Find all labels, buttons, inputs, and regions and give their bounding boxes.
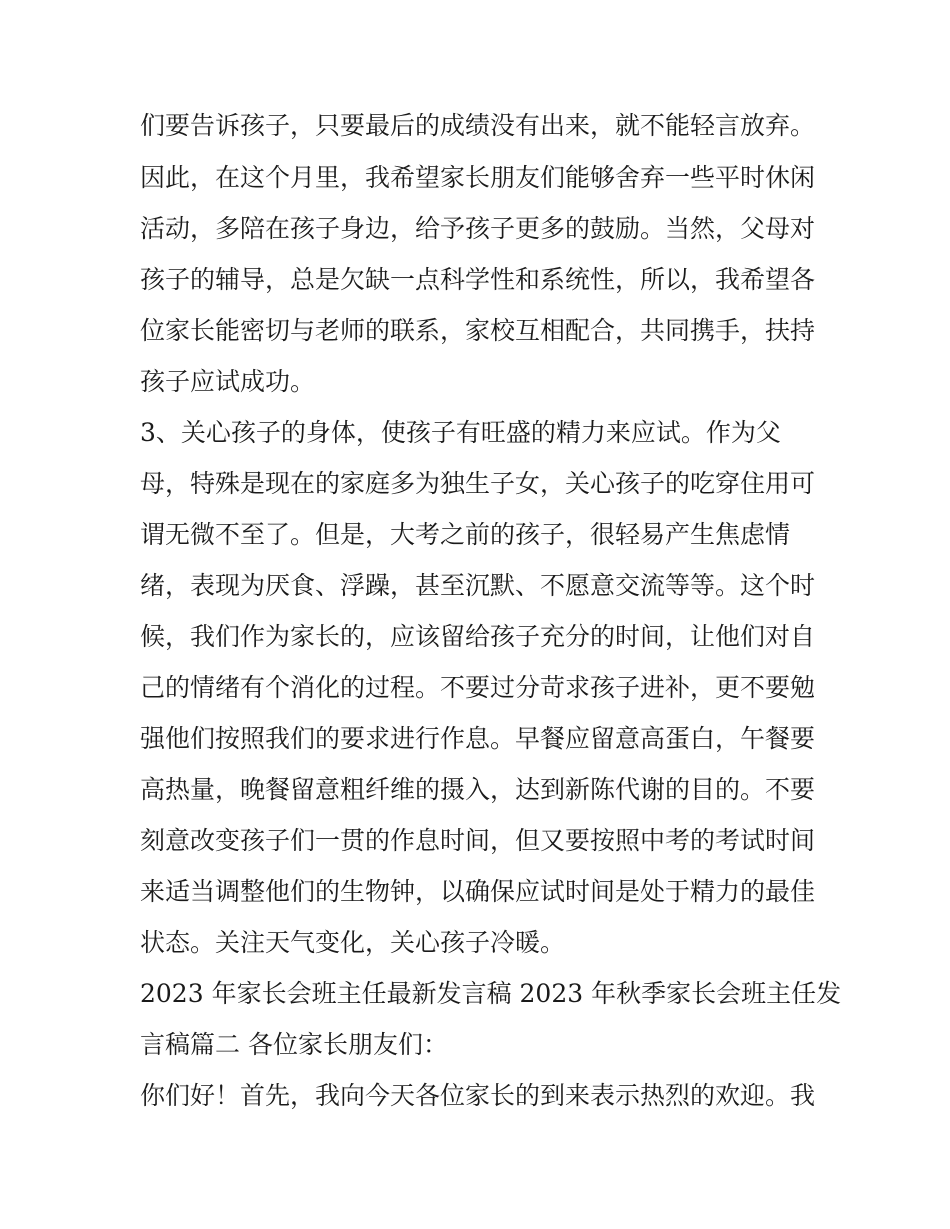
text-line: 孩子的辅导，总是欠缺一点科学性和系统性，所以，我希望各 bbox=[140, 265, 816, 294]
text-line: 活动，多陪在孩子身边，给予孩子更多的鼓励。当然，父母对 bbox=[140, 214, 816, 243]
text-line: 绪，表现为厌食、浮躁，甚至沉默、不愿意交流等等。这个时 bbox=[140, 571, 816, 600]
text-line: 谓无微不至了。但是，大考之前的孩子，很轻易产生焦虑情 bbox=[140, 520, 791, 549]
text-line: 3、关心孩子的身体，使孩子有旺盛的精力来应试。作为父 bbox=[140, 418, 781, 447]
text-line: 来适当调整他们的生物钟，以确保应试时间是处于精力的最佳 bbox=[140, 877, 816, 906]
text-line: 言稿篇二 各位家长朋友们： bbox=[140, 1030, 448, 1059]
text-line: 你们好！首先，我向今天各位家长的到来表示热烈的欢迎。我 bbox=[140, 1081, 816, 1110]
text-line: 们要告诉孩子，只要最后的成绩没有出来，就不能轻言放弃。 bbox=[140, 111, 816, 140]
text-line: 2023 年家长会班主任最新发言稿 2023 年秋季家长会班主任发 bbox=[140, 979, 842, 1008]
text-line: 强他们按照我们的要求进行作息。早餐应留意高蛋白，午餐要 bbox=[140, 724, 816, 753]
text-line: 己的情绪有个消化的过程。不要过分苛求孩子进补，更不要勉 bbox=[140, 673, 816, 702]
text-line: 高热量，晚餐留意粗纤维的摄入，达到新陈代谢的目的。不要 bbox=[140, 775, 816, 804]
text-line: 母，特殊是现在的家庭多为独生子女，关心孩子的吃穿住用可 bbox=[140, 469, 816, 498]
text-line: 孩子应试成功。 bbox=[140, 367, 316, 396]
text-line: 刻意改变孩子们一贯的作息时间，但又要按照中考的考试时间 bbox=[140, 826, 816, 855]
text-line: 状态。关注天气变化，关心孩子冷暖。 bbox=[140, 928, 566, 957]
text-line: 位家长能密切与老师的联系，家校互相配合，共同携手，扶持 bbox=[140, 316, 816, 345]
text-line: 因此，在这个月里，我希望家长朋友们能够舍弃一些平时休闲 bbox=[140, 163, 816, 192]
text-line: 候，我们作为家长的，应该留给孩子充分的时间，让他们对自 bbox=[140, 622, 816, 651]
